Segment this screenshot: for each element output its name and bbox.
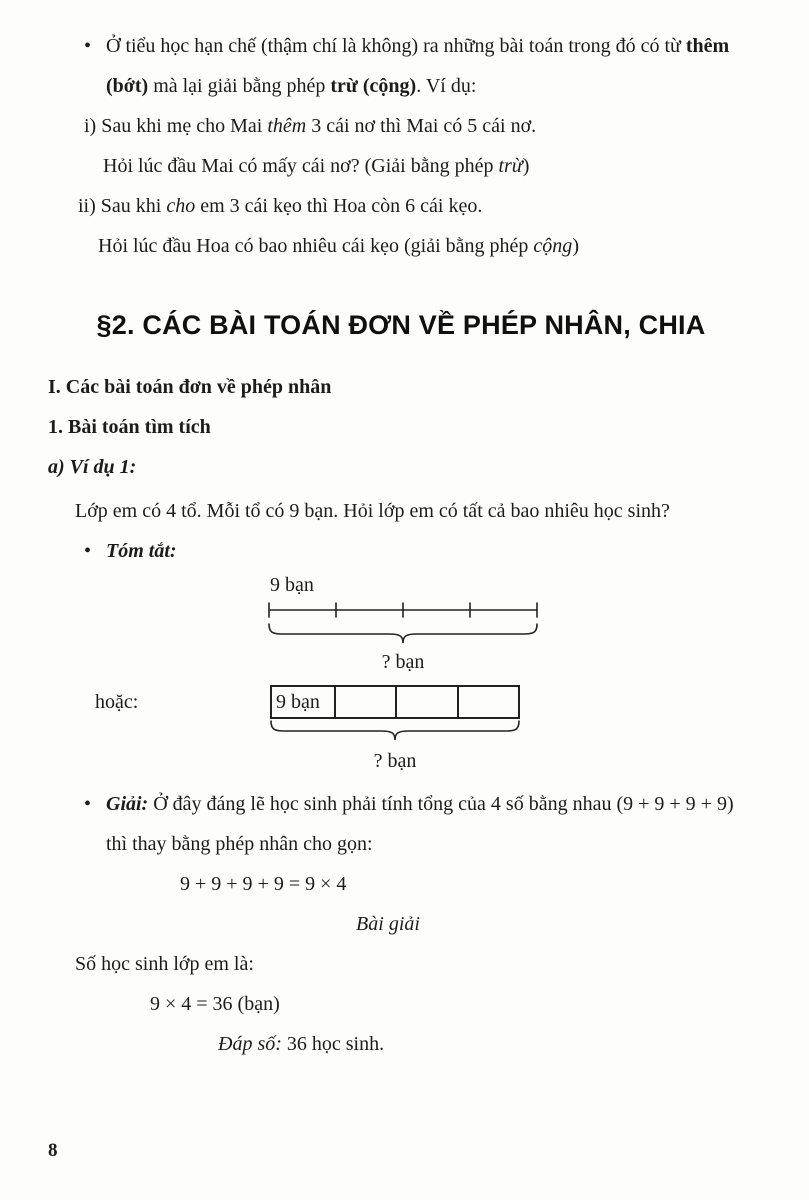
- text-run: . Ví dụ:: [416, 75, 477, 97]
- text-run: i) Sau khi mẹ cho Mai: [84, 115, 268, 137]
- box-cell: [457, 687, 519, 717]
- bullet-marker: •: [84, 540, 92, 563]
- box-cell-labeled: 9 bạn: [276, 690, 320, 713]
- italic-run: cộng: [533, 235, 573, 257]
- italic-run: thêm: [267, 115, 307, 137]
- answer-line: [218, 1024, 754, 1064]
- example-i-question: [103, 146, 754, 186]
- text-run: ii) Sau khi: [78, 195, 167, 217]
- text-run: mà lại giải bằng phép: [148, 75, 331, 97]
- italic-run: trừ: [498, 155, 523, 177]
- solution-line-1: Số học sinh lớp em là:: [75, 953, 254, 976]
- subsection-item1: 1. Bài toán tìm tích: [48, 416, 211, 439]
- bullet-marker: •: [84, 793, 92, 816]
- text-run: ): [572, 235, 579, 257]
- example-ii-line: [78, 186, 754, 226]
- subsection-part1: I. Các bài toán đơn về phép nhân: [48, 376, 332, 399]
- text-run: 3 cái nơ thì Mai có 5 cái nơ.: [306, 115, 537, 137]
- answer-text: 36 học sinh.: [281, 1033, 385, 1056]
- giai-label: Giải:: [106, 793, 149, 816]
- box-diagram: [270, 685, 520, 774]
- section-heading: §2. CÁC BÀI TOÁN ĐƠN VỀ PHÉP NHÂN, CHIA: [96, 310, 706, 340]
- tomtat-label: Tóm tắt:: [106, 540, 177, 563]
- text-run: ): [522, 155, 530, 177]
- segment-label: 9 bạn: [270, 574, 314, 597]
- text-run: Ở tiểu học hạn chế (thậm chí là không) ra những bài toán trong đó có từ: [106, 35, 686, 57]
- intro-text: [106, 26, 754, 106]
- giai-paragraph: [106, 784, 754, 864]
- example-ii-question: [98, 226, 754, 266]
- underbrace: [269, 624, 537, 643]
- italic-run: cho: [166, 195, 196, 217]
- giai-row: [84, 784, 754, 864]
- total-label: ? bạn: [373, 750, 417, 773]
- text-run: Hỏi lúc đầu Mai có mấy cái nơ? (Giải bằng phép: [103, 155, 499, 177]
- tomtat-row: [84, 531, 754, 571]
- bold-run: trừ (cộng): [330, 75, 417, 97]
- solution-line-2: 9 × 4 = 36 (bạn): [150, 993, 280, 1016]
- problem-statement: Lớp em có 4 tổ. Mỗi tổ có 9 bạn. Hỏi lớp em có tất cả bao nhiêu học sinh?: [75, 500, 670, 523]
- text-run: Ở đây đáng lẽ học sinh phải tính tổng của 4 số bằng nhau (9 + 9 + 9 + 9) thì thay bằng phép nhân cho gọn:: [106, 793, 734, 856]
- solution-heading: Bài giải: [356, 913, 420, 936]
- page-number: 8: [48, 1140, 58, 1161]
- hoac-row: [95, 685, 754, 774]
- bold-run: thêm (bớt): [106, 35, 730, 97]
- answer-label: Đáp số:: [218, 1033, 282, 1056]
- box-strip: [270, 685, 520, 719]
- underbrace: [271, 721, 519, 740]
- bar-diagram: [268, 573, 538, 675]
- box-underbrace-graphic: [270, 719, 520, 747]
- text-run: Hỏi lúc đầu Hoa có bao nhiêu cái kẹo (giải bằng phép: [98, 235, 534, 257]
- example-i-line: [84, 106, 754, 146]
- box-cell: [334, 687, 396, 717]
- equation: 9 + 9 + 9 + 9 = 9 × 4: [180, 873, 347, 896]
- hoac-label: hoặc:: [95, 691, 139, 714]
- box-cell: [395, 687, 457, 717]
- text-run: em 3 cái kẹo thì Hoa còn 6 cái kẹo.: [195, 195, 483, 217]
- total-label: ? bạn: [381, 651, 425, 674]
- intro-paragraph: [84, 26, 754, 106]
- bullet-marker: •: [84, 35, 92, 57]
- segment-bar-graphic: [268, 600, 538, 648]
- tomtat-label-wrap: [106, 531, 177, 571]
- example-label: a) Ví dụ 1:: [48, 456, 137, 479]
